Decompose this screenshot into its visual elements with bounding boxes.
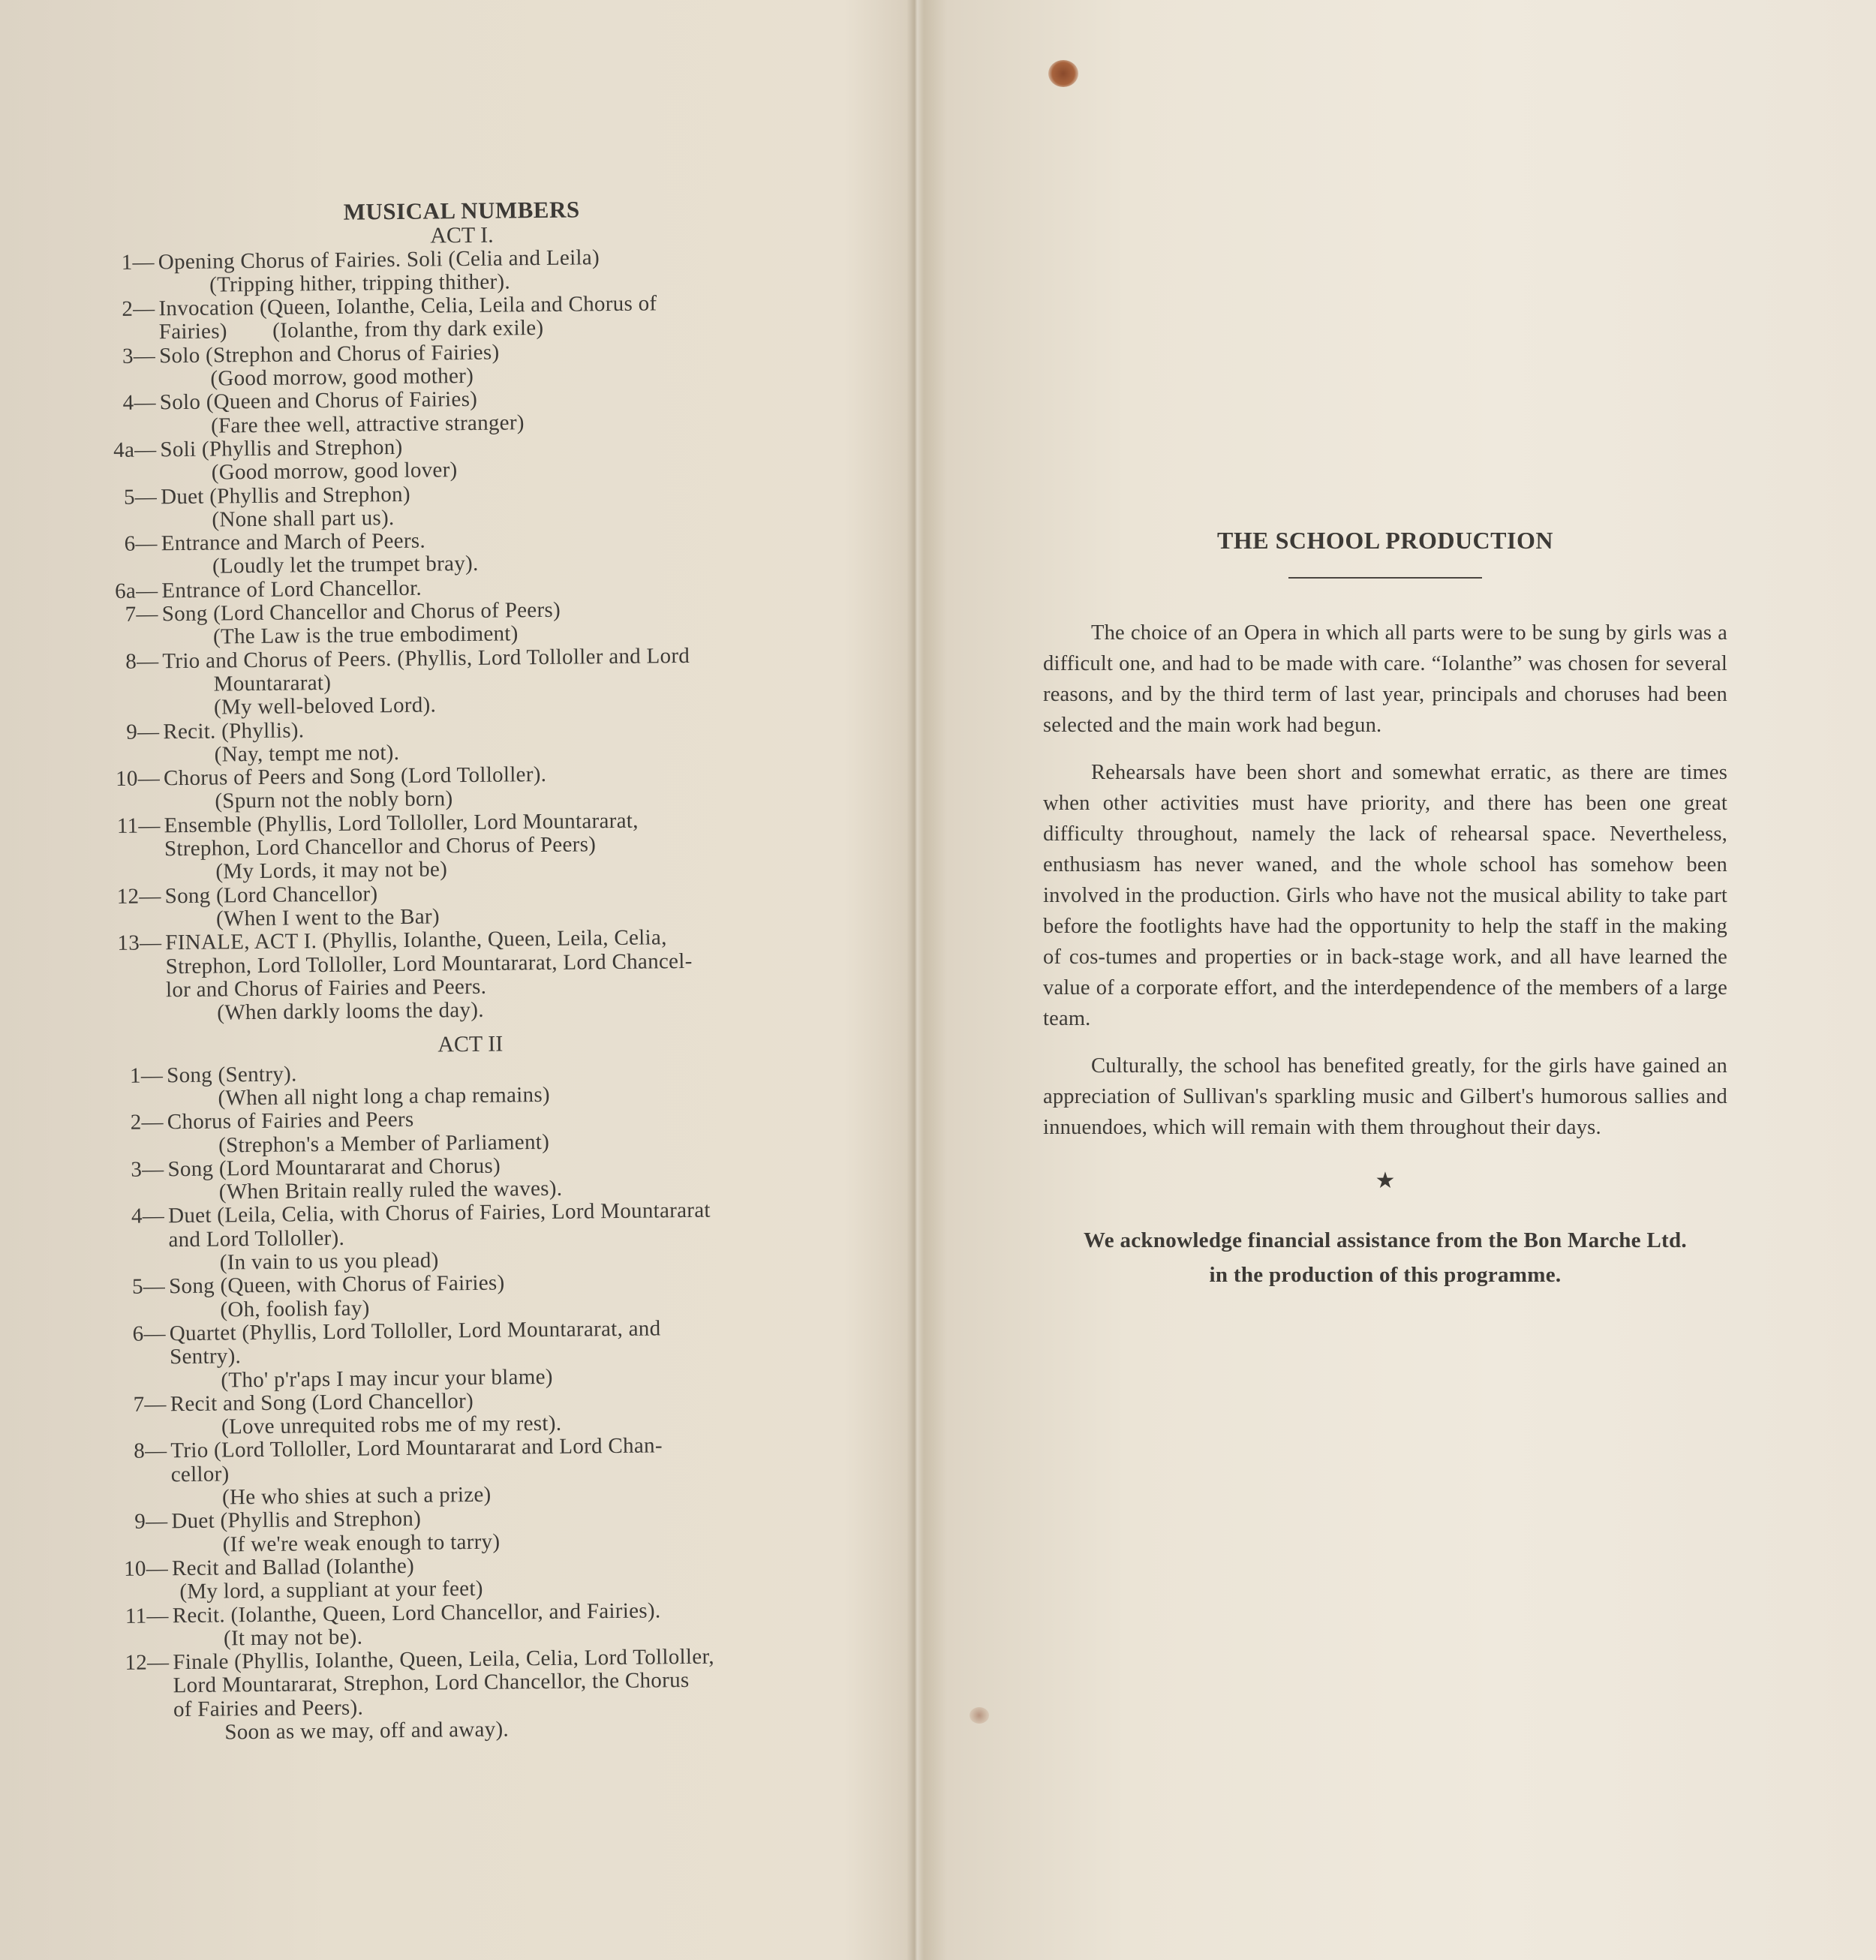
act-two-title: ACT II [437, 1031, 504, 1057]
musical-number-title: Trio and Chorus of Peers. (Phyllis, Lord Tolloller and Lord [162, 643, 690, 673]
song-first-line: (He who shies at such a prize) [221, 1482, 492, 1510]
musical-number-title: Duet (Phyllis and Strephon) [160, 482, 410, 509]
musical-number: 6— [124, 531, 158, 556]
title-rule [1288, 577, 1482, 579]
song-first-line: Soon as we may, off and away). [224, 1717, 510, 1745]
musical-number: 8— [134, 1438, 167, 1464]
song-first-line: (When Britain really ruled the waves). [218, 1176, 563, 1204]
school-production-title: THE SCHOOL PRODUCTION [1217, 527, 1553, 554]
musical-number: 6— [132, 1321, 166, 1346]
musical-number-title: cellor) [170, 1462, 230, 1487]
song-first-line: (Fare thee well, attractive stranger) [210, 410, 525, 438]
musical-number: 6a— [114, 579, 158, 603]
musical-number: 1— [129, 1063, 164, 1088]
musical-number-title: Opening Chorus of Fairies. Soli (Celia and Leila) [158, 245, 600, 274]
musical-number: 3— [122, 344, 156, 368]
song-first-line: (Good morrow, good lover) [211, 458, 458, 485]
musical-number-title: Song (Sentry). [167, 1062, 297, 1087]
musical-number-title: Entrance of Lord Chancellor. [161, 576, 422, 603]
musical-number-title: Mountararat) [162, 670, 332, 697]
song-first-line: (When darkly looms the day). [217, 997, 484, 1025]
song-first-line: (Loudly let the trumpet bray). [212, 552, 479, 579]
musical-number-title: Lord Mountararat, Strephon, Lord Chancellor, the Chorus [173, 1668, 690, 1698]
musical-number-title: of Fairies and Peers). [173, 1695, 364, 1721]
musical-number-title: Song (Lord Chancellor) [164, 881, 378, 908]
song-first-line: (Oh, foolish fay) [220, 1296, 370, 1322]
musical-number-title: Invocation (Queen, Iolanthe, Celia, Leila and Chorus of [158, 291, 657, 321]
musical-number: 4— [122, 390, 156, 416]
acknowledgement-line: in the production of this programme. [1209, 1263, 1562, 1287]
acknowledgement [1043, 1223, 1727, 1292]
musical-number-title: Song (Lord Chancellor and Chorus of Peers) [161, 597, 561, 627]
musical-number-title: Trio (Lord Tolloller, Lord Mountararat and Lord Chan- [170, 1433, 663, 1463]
musical-number: 11— [125, 1603, 169, 1628]
paper-stain [1048, 60, 1078, 87]
musical-number: 7— [125, 602, 158, 627]
musical-number: 10— [115, 766, 161, 792]
musical-number: 2— [122, 296, 155, 322]
star-icon: ★ [1375, 1168, 1396, 1193]
musical-numbers-page [109, 195, 815, 1745]
musical-number-title: Quartet (Phyllis, Lord Tolloller, Lord Mountararat, and [169, 1316, 661, 1346]
musical-number-title: FINALE, ACT I. (Phyllis, Iolanthe, Queen, Leila, Celia, [165, 925, 667, 955]
musical-number-title: Chorus of Peers and Song (Lord Tolloller). [163, 762, 547, 791]
musical-number-title: Chorus of Fairies and Peers [167, 1108, 414, 1135]
musical-number: 5— [131, 1274, 166, 1300]
song-first-line: (Tho' p'r'aps I may incur your blame) [221, 1364, 553, 1393]
song-first-line: (Tripping hither, tripping thither). [209, 269, 511, 297]
song-first-line: (In vain to us you plead) [219, 1248, 439, 1275]
musical-number-title: and Lord Tolloller). [168, 1225, 345, 1252]
song-first-line: (Spurn not the nobly born) [215, 786, 453, 813]
musical-number: 3— [131, 1157, 164, 1182]
song-first-line: (Strephon's a Member of Parliament) [218, 1129, 550, 1158]
musical-numbers-heading: MUSICAL NUMBERS [343, 196, 580, 225]
song-first-line: (It may not be). [223, 1625, 363, 1651]
musical-number-title: Fairies) (Iolanthe, from thy dark exile) [158, 316, 544, 344]
musical-number-title: Duet (Leila, Celia, with Chorus of Fairies, Lord Mountararat [167, 1198, 711, 1228]
page-fold [906, 0, 924, 1960]
musical-number-title: Duet (Phyllis and Strephon) [171, 1507, 422, 1534]
musical-number-title: Strephon, Lord Tolloller, Lord Mountararat, Lord Chancel- [165, 948, 693, 978]
musical-number: 4a— [113, 437, 157, 462]
production-paragraph: The choice of an Opera in which all parts were to be sung by girls was a difficult one, and had to be made with care. “Iolanthe” was chosen for several reasons, and by the third term of last year, principals and choruses had been selected and the main work had begun. [1043, 621, 1727, 737]
musical-number-title: Recit. (Phyllis). [163, 717, 305, 744]
musical-number-title: Entrance and March of Peers. [161, 528, 426, 556]
musical-number-title: Soli (Phyllis and Strephon) [160, 434, 403, 462]
musical-number-title: Solo (Strephon and Chorus of Fairies) [158, 340, 500, 368]
song-first-line: (When I went to the Bar) [215, 904, 440, 931]
musical-number-title: Song (Lord Mountararat and Chorus) [167, 1153, 501, 1182]
school-production-page [1043, 525, 1727, 1292]
paper-stain-small [970, 1707, 989, 1724]
musical-number-title: Strephon, Lord Chancellor and Chorus of Peers) [164, 832, 597, 861]
song-first-line: (Love unrequited robs me of my rest). [221, 1411, 562, 1439]
musical-number-title: Ensemble (Phyllis, Lord Tolloller, Lord Mountararat, [164, 808, 639, 837]
musical-number-title: Finale (Phyllis, Iolanthe, Queen, Leila, Celia, Lord Tolloller, [173, 1644, 714, 1675]
musical-number: 11— [116, 813, 161, 838]
musical-number-title: Recit and Song (Lord Chancellor) [170, 1388, 474, 1417]
musical-number-title: Recit. (Iolanthe, Queen, Lord Chancellor, and Fairies). [172, 1598, 661, 1628]
song-first-line: (None shall part us). [212, 505, 395, 532]
musical-number: 5— [123, 484, 158, 510]
acknowledgement-line: We acknowledge financial assistance from the Bon Marche Ltd. [1084, 1228, 1687, 1252]
act-one-list [110, 244, 808, 1026]
song-first-line: (When all night long a chap remains) [218, 1082, 551, 1111]
song-first-line: (Good morrow, good mother) [210, 364, 474, 391]
musical-number-title: lor and Chorus of Fairies and Peers. [165, 974, 487, 1003]
musical-number: 9— [134, 1509, 168, 1535]
musical-number: 12— [116, 883, 161, 909]
musical-number: 7— [133, 1392, 167, 1417]
act-one-title: ACT I. [430, 222, 494, 248]
musical-number: 2— [130, 1110, 164, 1135]
song-first-line: (My Lords, it may not be) [215, 857, 448, 884]
production-paragraph: Culturally, the school has benefited greatly, for the girls have gained an appreciation of Sullivan's sparkling music and Gilbert's humorous sallies and innuendoes, which will remain with them throughout their days. [1043, 1054, 1727, 1139]
musical-number-title: Recit and Ballad (Iolanthe) [171, 1553, 415, 1581]
musical-number: 4— [131, 1204, 165, 1229]
production-paragraph: Rehearsals have been short and somewhat erratic, as there are times when other activities must have priority, and there has been one great difficulty throughout, namely the lack of rehearsal space. Nevertheless, enthusiasm has never waned, and the whole school has somehow been involved in the production. Girls who have not the musical ability to take part before the footlights have had the opportunity to help the staff in the making of cos-tumes and properties or in back-stage work, and all have learned the value of a corporate effort, and the interdependence of the members of a large team. [1043, 761, 1727, 1030]
musical-number-title: Solo (Queen and Chorus of Fairies) [159, 387, 478, 415]
musical-number-title: Song (Queen, with Chorus of Fairies) [168, 1270, 505, 1299]
musical-number: 8— [125, 648, 159, 674]
song-first-line: (Nay, tempt me not). [214, 740, 400, 767]
musical-number: 10— [123, 1556, 169, 1581]
song-first-line: (The Law is the true embodiment) [212, 621, 519, 649]
musical-number: 9— [126, 719, 160, 744]
musical-number: 13— [117, 930, 162, 956]
song-first-line: (If we're weak enough to tarry) [222, 1529, 501, 1557]
song-first-line: (My well-beloved Lord). [213, 693, 437, 720]
musical-number: 12— [125, 1650, 170, 1675]
act-two-list [118, 1057, 815, 1745]
musical-number-title: Sentry). [169, 1344, 242, 1369]
musical-number: 1— [121, 249, 155, 275]
song-first-line: (My lord, a suppliant at your feet) [179, 1577, 483, 1604]
